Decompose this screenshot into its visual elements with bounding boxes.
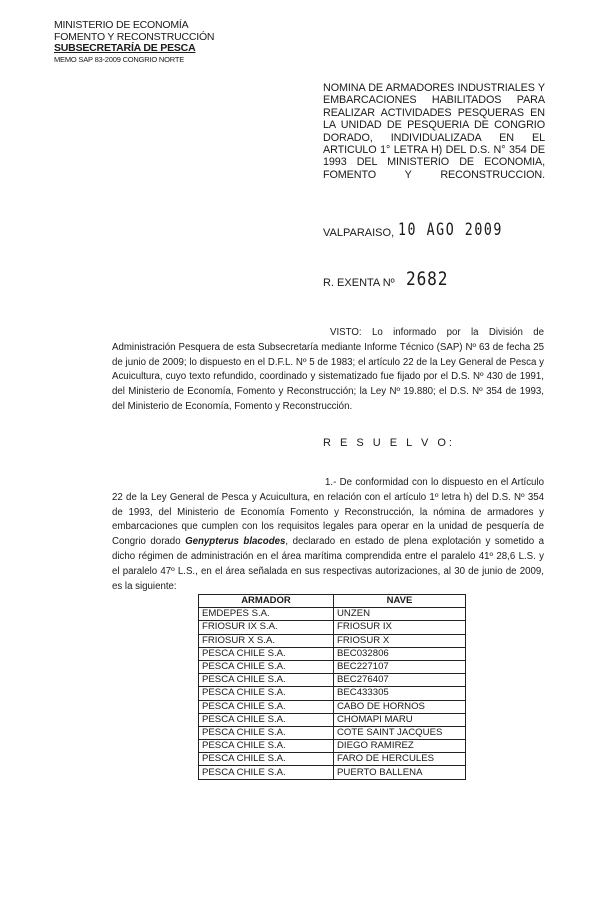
point-1-text-a: 1.- De conformidad con lo dispuesto en el Artículo 22 de la Ley General de Pesca y Acuicultura, en relación con el artículo 1º letra h) del D.S. Nº 354 de 1993, del Ministerio de Economía Fomento y Reconstrucción, la nómina de armadores y embarcaciones que cumplen con los requisitos legales para operar en la unidad de pesquería de Congrio dorado (112, 477, 544, 548)
armador-cell: FRIOSUR X S.A. (199, 634, 334, 647)
place-label: VALPARAISO, (323, 227, 395, 239)
memo-reference: MEMO SAP 83-2009 CONGRIO NORTE (54, 54, 185, 64)
visto-paragraph: VISTO: Lo informado por la División de Administración Pesquera de esta Subsecretaría mediante Informe Técnico (SAP) Nº 63 de fecha 25 de junio de 2009; lo dispuesto en el D.F.L. Nº 5 de 1983; el artículo 22 de la Ley General de Pesca y Acuicultura, cuyo texto refundido, coordinado y sistematizado fue fijado por el D.S. Nº 430 de 1991, del Ministerio de Economía, Fomento y Reconstrucción; la Ley Nº 19.880; el D.S. Nº 354 de 1993, del Ministerio de Economía, Fomento y Reconstrucción. (112, 327, 544, 412)
table-row (199, 713, 466, 726)
nave-cell: COTE SAINT JACQUES (334, 726, 466, 739)
table-header-row (199, 595, 466, 608)
point-1-text-b: , declarado en estado de plena explotación y sometido a dicho régimen de administración en el área marítima comprendida entre el paralelo 41º 28,6 L.S. y el paralelo 47º L.S., en el área señalada en sus respectivas autorizaciones, al 30 de junio de 2009, es la siguiente: (112, 536, 544, 592)
table-row (199, 621, 466, 634)
nave-cell: FRIOSUR IX (334, 621, 466, 634)
resuelvo-heading: R E S U E L V O: (323, 437, 455, 449)
table-row (199, 766, 466, 779)
armador-cell: PESCA CHILE S.A. (199, 660, 334, 673)
armador-cell: PESCA CHILE S.A. (199, 700, 334, 713)
nave-cell: BEC032806 (334, 647, 466, 660)
nave-cell: CHOMAPI MARU (334, 713, 466, 726)
armador-cell: PESCA CHILE S.A. (199, 740, 334, 753)
nave-cell: FRIOSUR X (334, 634, 466, 647)
armador-cell: EMDEPES S.A. (199, 608, 334, 621)
armador-cell: PESCA CHILE S.A. (199, 674, 334, 687)
nave-cell: DIEGO RAMIREZ (334, 740, 466, 753)
armador-cell: PESCA CHILE S.A. (199, 687, 334, 700)
table-row (199, 660, 466, 673)
table-row (199, 674, 466, 687)
armador-cell: PESCA CHILE S.A. (199, 766, 334, 779)
letterhead (54, 20, 214, 64)
armadores-table (198, 594, 466, 780)
resolution-label: R. EXENTA Nº (323, 277, 395, 289)
table-row (199, 740, 466, 753)
table-row (199, 647, 466, 660)
table-row (199, 634, 466, 647)
table-row (199, 608, 466, 621)
armador-cell: PESCA CHILE S.A. (199, 713, 334, 726)
document-title: NOMINA DE ARMADORES INDUSTRIALES Y EMBARCACIONES HABILITADOS PARA REALIZAR ACTIVIDADES PESQUERAS EN LA UNIDAD DE PESQUERIA DE CONGRIO DORADO, INDIVIDUALIZADA EN EL ARTICULO 1° LETRA H) DEL D.S. N° 354 DE 1993 DEL MINISTERIO DE ECONOMIA, FOMENTO Y RECONSTRUCCION. (323, 82, 545, 181)
date-stamp: 10 AGO 2009 (398, 220, 503, 240)
nave-cell: PUERTO BALLENA (334, 766, 466, 779)
resolution-number: 2682 (406, 268, 449, 290)
nave-cell: CABO DE HORNOS (334, 700, 466, 713)
armador-cell: FRIOSUR IX S.A. (199, 621, 334, 634)
armador-cell: PESCA CHILE S.A. (199, 647, 334, 660)
ministry-line-2: FOMENTO Y RECONSTRUCCIÓN (54, 30, 215, 43)
nave-cell: BEC433305 (334, 687, 466, 700)
armador-cell: PESCA CHILE S.A. (199, 753, 334, 766)
species-name: Genypterus blacodes (185, 536, 286, 548)
nave-cell: UNZEN (334, 608, 466, 621)
table-row (199, 726, 466, 739)
point-1-paragraph (112, 476, 544, 594)
table-row (199, 753, 466, 766)
ministry-line-1: MINISTERIO DE ECONOMÍA (54, 19, 189, 31)
table-body (199, 608, 466, 779)
nave-cell: FARO DE HERCULES (334, 753, 466, 766)
nave-cell: BEC227107 (334, 660, 466, 673)
column-header-armador: ARMADOR (199, 595, 334, 608)
table-row (199, 687, 466, 700)
column-header-nave: NAVE (334, 595, 466, 608)
nave-cell: BEC276407 (334, 674, 466, 687)
armador-cell: PESCA CHILE S.A. (199, 726, 334, 739)
table-row (199, 700, 466, 713)
subsecretaria-line: SUBSECRETARÍA DE PESCA (54, 42, 196, 54)
